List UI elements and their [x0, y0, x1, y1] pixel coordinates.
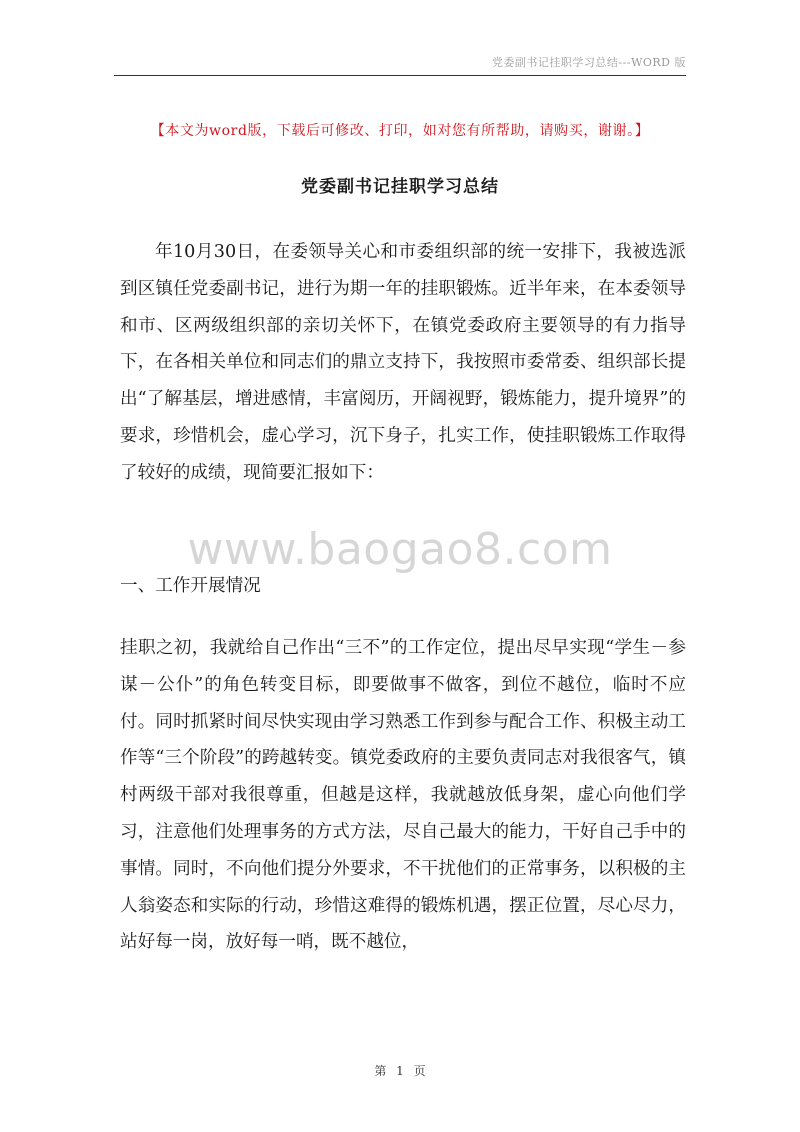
page-footer [0, 1062, 800, 1079]
running-header-title: 党委副书记挂职学习总结---WORD 版 [491, 56, 686, 69]
site-watermark: www.baogao8.com [187, 524, 613, 575]
body-paragraph-intro: 年10月30日，在委领导关心和市委组织部的统一安排下，我被选派到区镇任党委副书记，进行为期一年的挂职锻炼。近半年来，在本委领导和市、区两级组织部的亲切关怀下，在镇党委政府主要领导的有力指导下，在各相关单位和同志们的鼎立支持下，我按照市委常委、组织部长提出“了解基层，增进感情，丰富阅历，开阔视野，锻炼能力，提升境界”的要求，珍惜机会，虚心学习，沉下身子，扎实工作，使挂职锻炼工作取得了较好的成绩，现简要汇报如下： [120, 242, 686, 483]
body-paragraph-work: 挂职之初，我就给自己作出“三不”的工作定位，提出尽早实现“学生－参谋－公仆”的角色转变目标，即要做事不做客，到位不越位，临时不应付。同时抓紧时间尽快实现由学习熟悉工作到参与配合工作、积极主动工作等“三个阶段”的跨越转变。镇党委政府的主要负责同志对我很客气，镇村两级干部对我很尊重，但越是这样，我就越放低身架，虚心向他们学习，注意他们处理事务的方式方法，尽自己最大的能力，干好自己手中的事情。同时，不向他们提分外要求，不干扰他们的正常事务，以积极的主人翁姿态和实际的行动，珍惜这难得的锻炼机遇，摆正位置，尽心尽力，站好每一岗，放好每一哨，既不越位， [120, 638, 686, 953]
page-number: 1 [396, 1064, 404, 1078]
page-suffix: 页 [413, 1064, 426, 1078]
header-divider [114, 75, 686, 76]
section-heading: 一、工作开展情况 [120, 576, 261, 596]
document-title: 党委副书记挂职学习总结 [301, 177, 499, 197]
download-notice: 【本文为word版，下载后可修改、打印，如对您有所帮助，请购买，谢谢。】 [150, 123, 650, 139]
page-prefix: 第 [374, 1064, 387, 1078]
